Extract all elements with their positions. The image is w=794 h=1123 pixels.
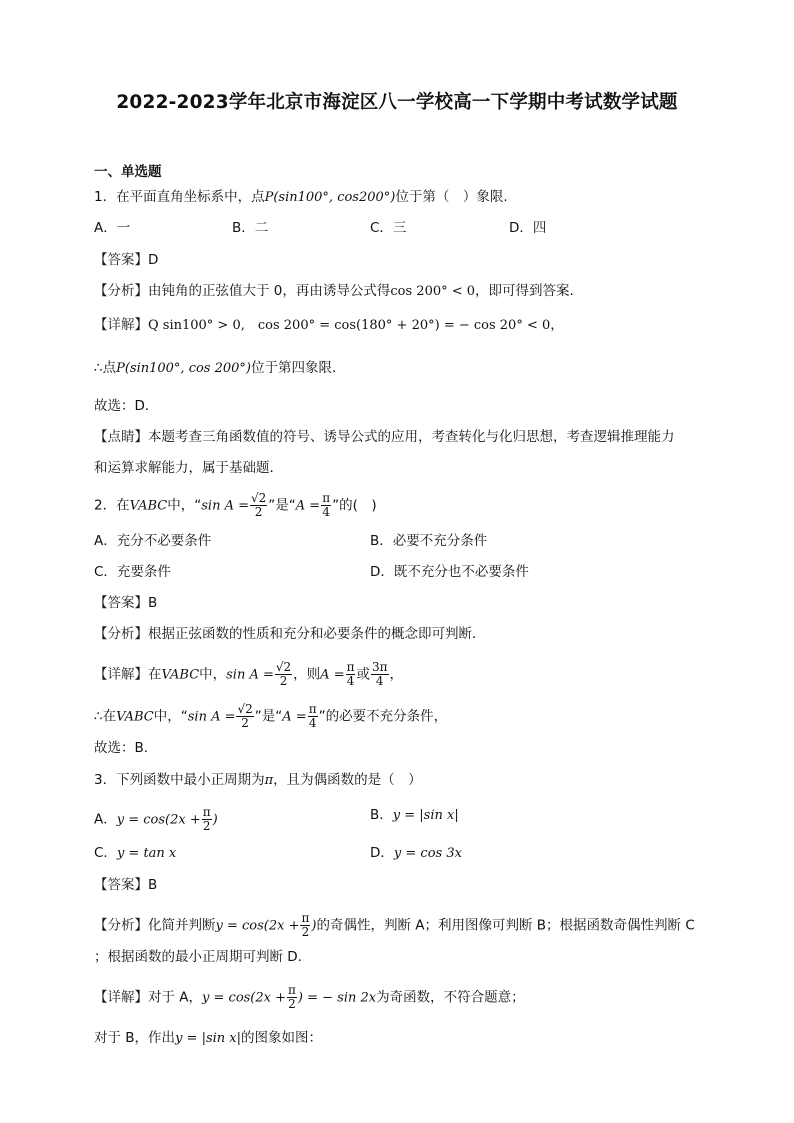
q1-choice: 故选：D．: [94, 398, 159, 414]
q1-comment-cont: 和运算求解能力，属于基础题．: [94, 460, 283, 476]
q1-option-d: D．四: [509, 220, 547, 236]
q1-option-b: B．二: [232, 220, 269, 236]
q2-stem: 2．在VABC中，“sin A = $\frac{√2}{2}$ ”是“A = $\frac{\pi}{4}$ ”的( ): [94, 491, 377, 519]
q3-analysis: 【分析】化简并判断y = cos(2x + $\frac{\pi}{2}$ )的奇偶性，判断 A；利用图像可判断 B；根据函数奇偶性判断 C: [94, 911, 695, 939]
q1-analysis: 【分析】由钝角的正弦值大于 0，再由诱导公式得cos 200° < 0，即可得到答案.: [94, 283, 574, 299]
q3-option-a: A．y = cos(2x + $\frac{\pi}{2}$ ): [94, 805, 218, 833]
q3-detail-a: 【详解】对于 A，y = cos(2x + $\frac{\pi}{2}$ ) = − sin 2x为奇函数，不符合题意；: [94, 983, 525, 1011]
q2-answer: 【答案】B: [94, 595, 158, 611]
q2-option-c: C．充要条件: [94, 564, 171, 580]
q2-choice: 故选：B．: [94, 740, 158, 756]
q3-option-b: B．y = |sin x|: [370, 807, 459, 823]
q1-conclusion: ∴点P(sin100°, cos 200°)位于第四象限．: [94, 360, 346, 376]
q1-detail: 【详解】Q sin100° > 0, cos 200° = cos(180° + 20°) = − cos 20° < 0，: [94, 317, 564, 333]
q2-option-d: D．既不充分也不必要条件: [370, 564, 529, 580]
q1-option-c: C．三: [370, 220, 407, 236]
q3-option-c: C．y = tan x: [94, 845, 177, 861]
section-heading: 一、单选题: [94, 164, 162, 180]
q1-option-a: A．一: [94, 220, 131, 236]
q3-stem: 3．下列函数中最小正周期为π，且为偶函数的是（ ）: [94, 772, 422, 788]
q2-detail: 【详解】在VABC中，sin A = $\frac{√2}{2}$ ，则A = $\frac{\pi}{4}$ 或 $\frac{3\pi}{4}$ ，: [94, 660, 404, 688]
q3-detail-b: 对于 B，作出y = |sin x|的图象如图：: [94, 1030, 322, 1046]
q2-option-a: A．充分不必要条件: [94, 533, 212, 549]
q1-answer: 【答案】D: [94, 252, 159, 268]
q3-option-d: D．y = cos 3x: [370, 845, 462, 861]
q2-option-b: B．必要不充分条件: [370, 533, 488, 549]
page-title: 2022-2023学年北京市海淀区八一学校高一下学期中考试数学试题: [116, 92, 678, 113]
q3-analysis-cont: ；根据函数的最小正周期可判断 D.: [94, 949, 302, 965]
q2-analysis: 【分析】根据正弦函数的性质和充分和必要条件的概念即可判断．: [94, 626, 486, 642]
q1-comment: 【点睛】本题考查三角函数值的符号、诱导公式的应用，考查转化与化归思想，考查逻辑推理能力: [94, 429, 675, 445]
q2-conclusion: ∴在VABC中，“sin A = $\frac{√2}{2}$ ”是“A = $\frac{\pi}{4}$ ”的必要不充分条件，: [94, 702, 448, 730]
q3-answer: 【答案】B: [94, 877, 158, 893]
q1-stem: 1．在平面直角坐标系中，点P(sin100°, cos200°)位于第（ ）象限.: [94, 189, 508, 205]
